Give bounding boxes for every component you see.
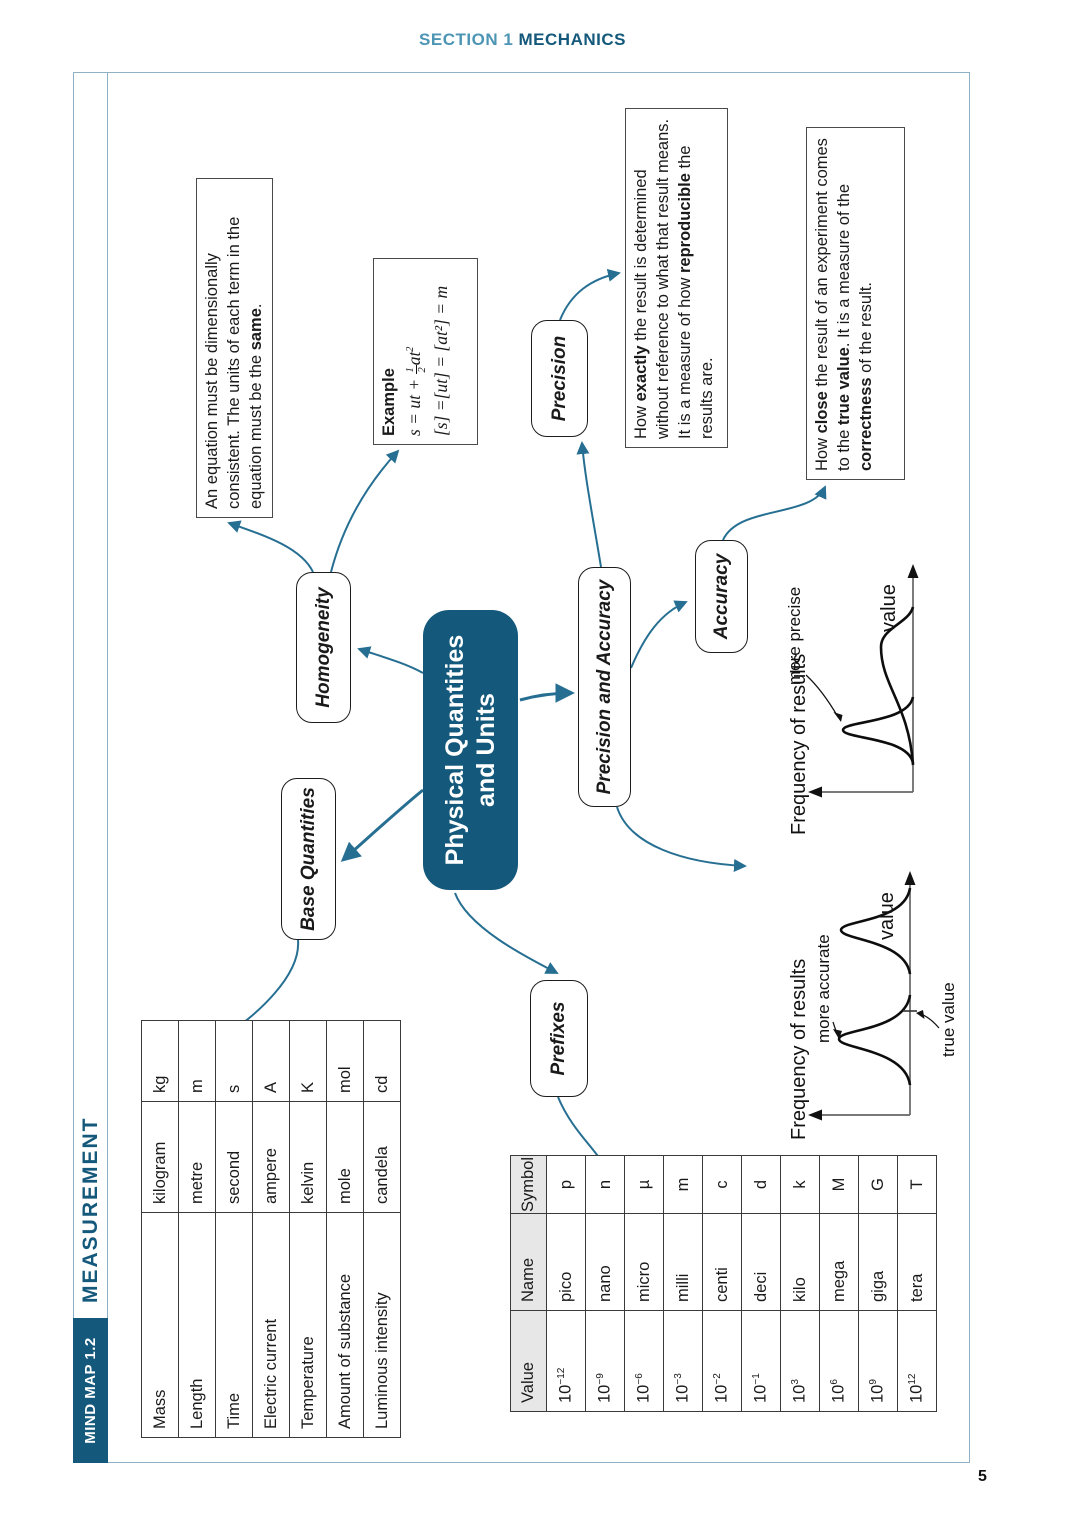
annotation-arrow [806,675,838,717]
page-header [0,30,1045,50]
table-row [547,1156,586,1412]
x-axis-arrow [908,564,919,578]
arrow-center-to-base-quantities [343,790,423,860]
y-axis-label: Frequency of results [788,653,810,835]
table-cell: kg [142,1021,179,1102]
node-precision: Precision [531,320,588,437]
table-cell: Time [216,1213,253,1438]
table-cell: $10^{-1}$ [742,1311,781,1412]
homogeneity-note: An equation must be dimensionally consistent. The units of each term in the equation must be the same. [196,178,273,518]
annotation-more-precise: more precise [785,586,804,685]
arrow-pa-to-accuracy [631,602,686,668]
arrow-center-to-homogeneity [359,649,423,673]
table-cell: $10^6$ [820,1311,859,1412]
table-cell: Temperature [290,1213,327,1438]
table-cell: $10^{12}$ [898,1311,937,1412]
table-cell: giga [859,1214,898,1311]
table-cell: Amount of substance [327,1213,364,1438]
table-cell: micro [625,1214,664,1311]
table-cell: k [781,1156,820,1214]
table-row [216,1021,253,1438]
narrow-distribution-curve [843,697,913,763]
mindmap-tab: MIND MAP 1.2 [73,1318,108,1463]
x-axis-label: value [876,892,898,940]
table-row [742,1156,781,1412]
x-axis-arrow [905,871,916,885]
table-cell: m [179,1021,216,1102]
table-cell: $10^{-3}$ [664,1311,703,1412]
example-box [373,258,478,445]
table-cell: cd [364,1021,401,1102]
table-row [625,1156,664,1412]
table-cell: A [253,1021,290,1102]
table-cell: pico [547,1214,586,1311]
table-cell: $10^{-2}$ [703,1311,742,1412]
table-cell: µ [625,1156,664,1214]
chapter-title: MEASUREMENT [78,1116,102,1303]
arrow-accuracy-to-note [723,487,825,540]
section-title: MECHANICS [518,30,626,49]
table-cell: Electric current [253,1213,290,1438]
table-cell: kelvin [290,1102,327,1213]
table-cell: $10^{-6}$ [625,1311,664,1412]
column-header: Name [511,1214,547,1311]
arrow-center-to-prefixes [455,893,557,973]
table-row [898,1156,937,1412]
accurate-distribution-curve [839,995,910,1085]
node-precision-accuracy: Precision and Accuracy [578,567,631,807]
table-cell: c [703,1156,742,1214]
table-cell: mol [327,1021,364,1102]
table-row [664,1156,703,1412]
prefixes-table [510,1155,937,1412]
example-equation-1: s = ut + 1 2 $at^2$ [403,346,428,436]
table-row [142,1021,179,1438]
table-cell: Mass [142,1213,179,1438]
annotation-more-accurate: more accurate [814,934,833,1043]
table-cell: tera [898,1214,937,1311]
arrow-homogeneity-to-note [229,523,313,572]
true-value-label: true value [939,982,958,1057]
column-header: Value [511,1311,547,1412]
arrow-homogeneity-to-example [331,451,398,572]
table-cell: mega [820,1214,859,1311]
table-row [179,1021,216,1438]
table-cell: milli [664,1214,703,1311]
y-axis-label: Frequency of results [788,958,810,1140]
example-equation-2: [s] =[ut] = [at²] = m [430,285,451,436]
table-cell: n [586,1156,625,1214]
table-cell: Length [179,1213,216,1438]
table-cell: M [820,1156,859,1214]
table-cell: m [664,1156,703,1214]
table-cell: p [547,1156,586,1214]
base-quantities-table [141,1020,401,1438]
y-axis-arrow [808,1110,822,1121]
table-cell: $10^{-9}$ [586,1311,625,1412]
arrow-pa-to-precision [582,443,601,567]
arrow-precision-to-note [560,273,619,320]
precision-note: How exactly the result is determined without reference to what that result means. It is a measure of how reproducible the results are. [625,108,728,448]
column-header: Symbol [511,1156,547,1214]
table-cell: nano [586,1214,625,1311]
example-title: Example [380,368,398,436]
accuracy-note: How close the result of an experiment comes to the true value. It is a measure of the correctness of the result. [806,127,905,480]
table-cell: candela [364,1102,401,1213]
node-homogeneity: Homogeneity [296,572,351,723]
table-cell: centi [703,1214,742,1311]
accuracy-graph [773,860,968,1140]
table-cell: T [898,1156,937,1214]
precision-graph [773,555,933,835]
table-cell: $10^3$ [781,1311,820,1412]
table-row [781,1156,820,1412]
table-row [290,1021,327,1438]
table-cell: K [290,1021,327,1102]
node-base-quantities: Base Quantities [281,778,336,940]
x-axis-label: value [878,584,900,632]
table-cell: kilo [781,1214,820,1311]
table-cell: d [742,1156,781,1214]
center-node [423,610,518,890]
section-number: SECTION 1 [419,30,514,49]
arrow-pa-to-graph [617,807,745,866]
table-cell: G [859,1156,898,1214]
table-cell: kilogram [142,1102,179,1213]
fraction: 1 2 [404,367,428,373]
y-axis-arrow [808,787,822,798]
arrow-center-to-precision-accuracy [520,693,572,700]
table-cell: deci [742,1214,781,1311]
node-accuracy: Accuracy [695,540,748,653]
table-row [859,1156,898,1412]
table-row [327,1021,364,1438]
page-number: 5 [978,1468,987,1485]
table-cell: $10^9$ [859,1311,898,1412]
center-node-line2: and Units [471,693,500,807]
table-cell: Luminous intensity [364,1213,401,1438]
table-cell: second [216,1102,253,1213]
mindmap-canvas [73,72,970,1463]
table-row [586,1156,625,1412]
table-row [820,1156,859,1412]
table-cell: $10^{-12}$ [547,1311,586,1412]
table-row [703,1156,742,1412]
table-cell: s [216,1021,253,1102]
node-prefixes: Prefixes [530,980,588,1097]
table-row [253,1021,290,1438]
table-cell: ampere [253,1102,290,1213]
center-node-line1: Physical Quantities [441,634,469,866]
table-cell: metre [179,1102,216,1213]
table-row [364,1021,401,1438]
table-cell: mole [327,1102,364,1213]
